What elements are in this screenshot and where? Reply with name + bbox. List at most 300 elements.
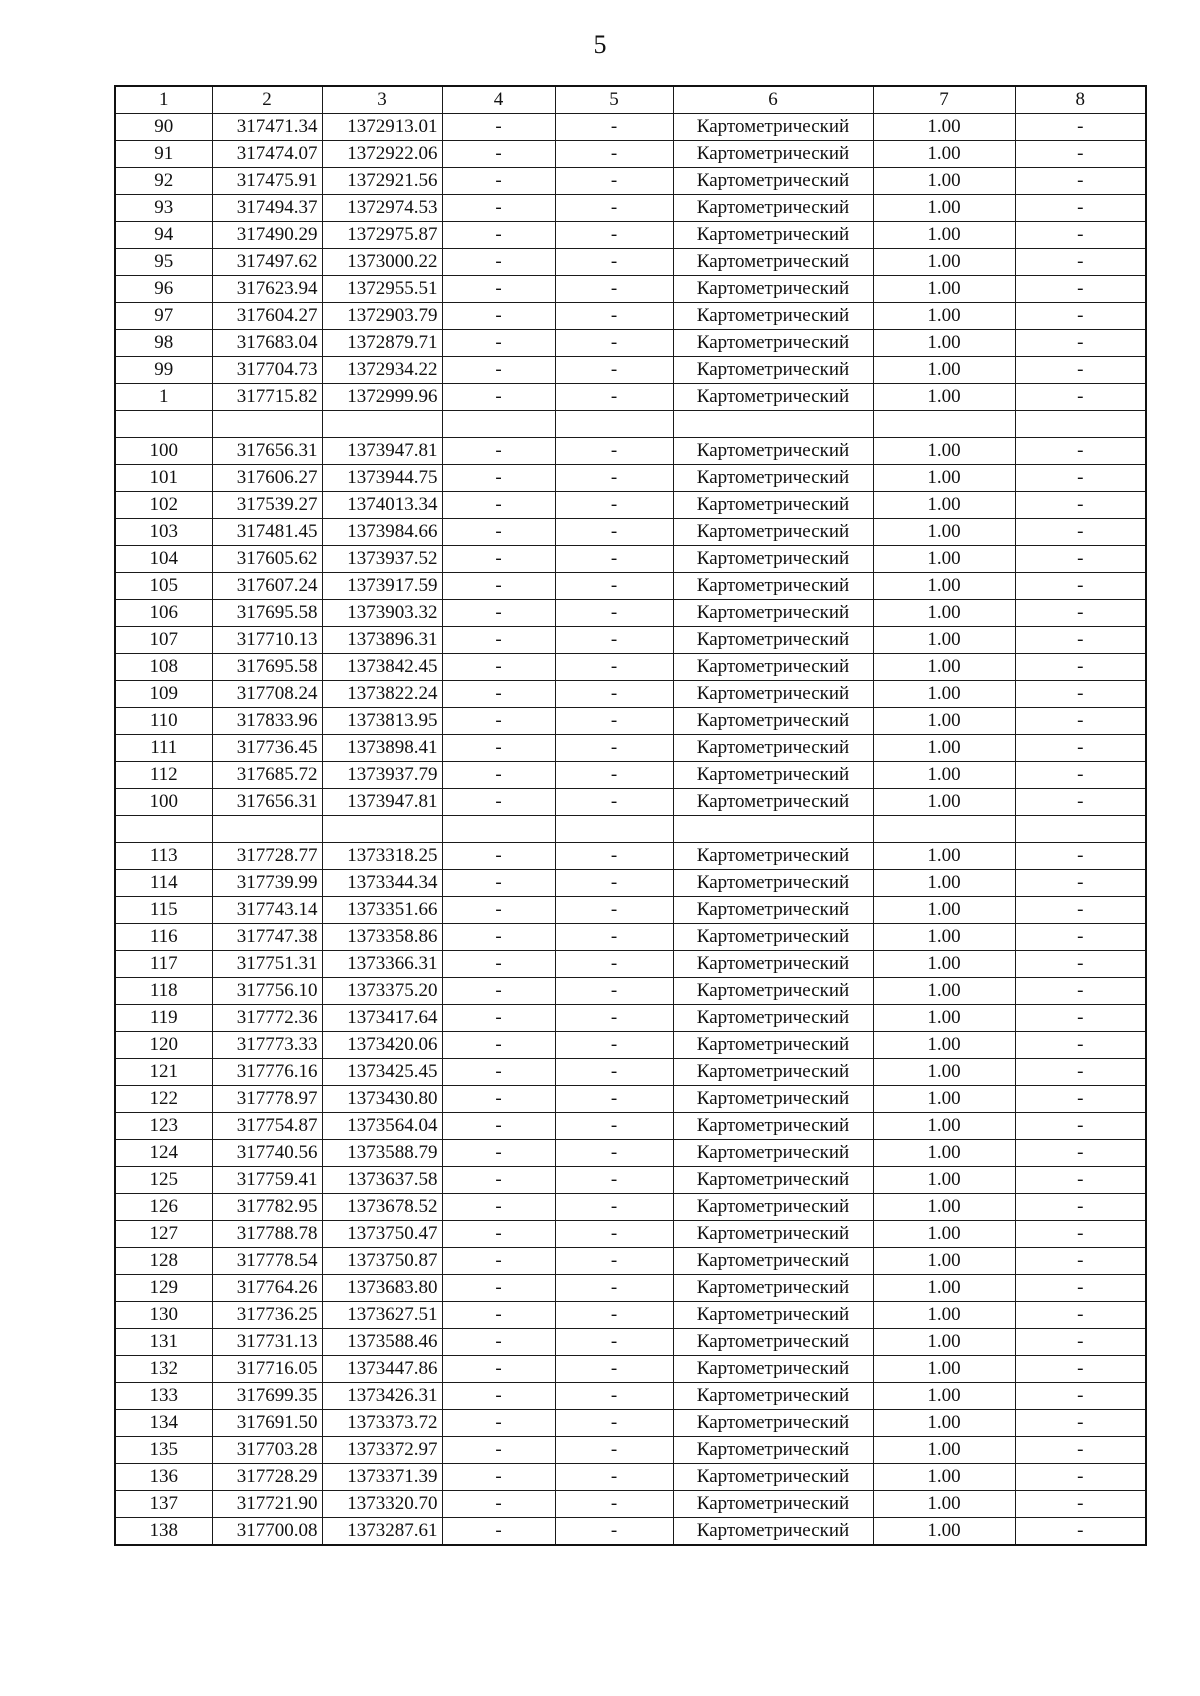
method-cell: Картометрический (673, 357, 873, 384)
y-coordinate-cell: 1373637.58 (322, 1167, 442, 1194)
method-cell: Картометрический (673, 1248, 873, 1275)
column-5-cell: - (555, 789, 673, 816)
accuracy-cell: 1.00 (873, 114, 1015, 141)
column-4-cell: - (442, 330, 555, 357)
column-8-cell: - (1015, 276, 1146, 303)
column-header-2: 2 (212, 86, 322, 114)
method-cell: Картометрический (673, 951, 873, 978)
column-5-cell: - (555, 1356, 673, 1383)
y-coordinate-cell: 1373344.34 (322, 870, 442, 897)
point-number-cell: 111 (115, 735, 212, 762)
method-cell: Картометрический (673, 1518, 873, 1546)
column-5-cell: - (555, 438, 673, 465)
accuracy-cell: 1.00 (873, 330, 1015, 357)
method-cell: Картометрический (673, 627, 873, 654)
column-4-cell: - (442, 1275, 555, 1302)
table-row (115, 600, 1146, 627)
table-row (115, 1518, 1146, 1546)
column-8-cell: - (1015, 384, 1146, 411)
accuracy-cell: 1.00 (873, 1194, 1015, 1221)
y-coordinate-cell: 1373842.45 (322, 654, 442, 681)
table-row (115, 168, 1146, 195)
point-number-cell: 116 (115, 924, 212, 951)
column-4-cell: - (442, 384, 555, 411)
point-number-cell: 119 (115, 1005, 212, 1032)
method-cell: Картометрический (673, 330, 873, 357)
point-number-cell: 110 (115, 708, 212, 735)
table-row (115, 222, 1146, 249)
column-5-cell: - (555, 546, 673, 573)
point-number-cell: 124 (115, 1140, 212, 1167)
column-4-cell: - (442, 1491, 555, 1518)
method-cell: Картометрический (673, 1221, 873, 1248)
page-number: 5 (593, 30, 607, 59)
column-8-cell: - (1015, 168, 1146, 195)
column-8-cell: - (1015, 303, 1146, 330)
column-5-cell: - (555, 249, 673, 276)
method-cell: Картометрический (673, 762, 873, 789)
y-coordinate-cell: 1373426.31 (322, 1383, 442, 1410)
y-coordinate-cell (322, 411, 442, 438)
column-4-cell (442, 816, 555, 843)
column-5-cell: - (555, 1032, 673, 1059)
method-cell: Картометрический (673, 708, 873, 735)
table-row (115, 1437, 1146, 1464)
table-row (115, 1356, 1146, 1383)
table-row (115, 1086, 1146, 1113)
y-coordinate-cell: 1373678.52 (322, 1194, 442, 1221)
column-4-cell: - (442, 627, 555, 654)
column-4-cell: - (442, 546, 555, 573)
point-number-cell: 101 (115, 465, 212, 492)
column-5-cell: - (555, 1005, 673, 1032)
column-5-cell: - (555, 1410, 673, 1437)
x-coordinate-cell: 317604.27 (212, 303, 322, 330)
accuracy-cell: 1.00 (873, 195, 1015, 222)
column-4-cell: - (442, 789, 555, 816)
point-number-cell: 103 (115, 519, 212, 546)
point-number-cell: 99 (115, 357, 212, 384)
column-5-cell: - (555, 1275, 673, 1302)
point-number-cell: 126 (115, 1194, 212, 1221)
column-5-cell: - (555, 978, 673, 1005)
accuracy-cell: 1.00 (873, 789, 1015, 816)
y-coordinate-cell: 1373937.79 (322, 762, 442, 789)
point-number-cell: 94 (115, 222, 212, 249)
accuracy-cell: 1.00 (873, 141, 1015, 168)
column-5-cell: - (555, 1383, 673, 1410)
accuracy-cell: 1.00 (873, 573, 1015, 600)
column-5-cell: - (555, 1167, 673, 1194)
column-5-cell: - (555, 1194, 673, 1221)
x-coordinate-cell: 317773.33 (212, 1032, 322, 1059)
x-coordinate-cell: 317778.54 (212, 1248, 322, 1275)
accuracy-cell: 1.00 (873, 681, 1015, 708)
y-coordinate-cell: 1373896.31 (322, 627, 442, 654)
x-coordinate-cell: 317683.04 (212, 330, 322, 357)
y-coordinate-cell: 1373984.66 (322, 519, 442, 546)
table-row (115, 276, 1146, 303)
accuracy-cell: 1.00 (873, 303, 1015, 330)
point-number-cell: 127 (115, 1221, 212, 1248)
table-row (115, 1464, 1146, 1491)
table-row (115, 249, 1146, 276)
column-4-cell: - (442, 735, 555, 762)
table-row (115, 654, 1146, 681)
x-coordinate-cell: 317685.72 (212, 762, 322, 789)
x-coordinate-cell: 317736.45 (212, 735, 322, 762)
point-number-cell: 107 (115, 627, 212, 654)
column-4-cell: - (442, 600, 555, 627)
point-number-cell: 122 (115, 1086, 212, 1113)
point-number-cell: 91 (115, 141, 212, 168)
y-coordinate-cell: 1373417.64 (322, 1005, 442, 1032)
x-coordinate-cell: 317474.07 (212, 141, 322, 168)
method-cell: Картометрический (673, 1437, 873, 1464)
y-coordinate-cell: 1373366.31 (322, 951, 442, 978)
column-8-cell: - (1015, 1437, 1146, 1464)
method-cell: Картометрический (673, 249, 873, 276)
column-4-cell: - (442, 1437, 555, 1464)
y-coordinate-cell: 1373287.61 (322, 1518, 442, 1546)
table-row (115, 1275, 1146, 1302)
point-number-cell: 134 (115, 1410, 212, 1437)
column-8-cell: - (1015, 1005, 1146, 1032)
column-8-cell: - (1015, 708, 1146, 735)
method-cell: Картометрический (673, 276, 873, 303)
method-cell: Картометрический (673, 1167, 873, 1194)
x-coordinate-cell: 317605.62 (212, 546, 322, 573)
column-8-cell: - (1015, 519, 1146, 546)
method-cell: Картометрический (673, 1491, 873, 1518)
method-cell: Картометрический (673, 735, 873, 762)
x-coordinate-cell: 317833.96 (212, 708, 322, 735)
column-4-cell: - (442, 1248, 555, 1275)
column-header-6: 6 (673, 86, 873, 114)
x-coordinate-cell: 317751.31 (212, 951, 322, 978)
accuracy-cell: 1.00 (873, 1140, 1015, 1167)
point-number-cell: 106 (115, 600, 212, 627)
column-4-cell: - (442, 222, 555, 249)
y-coordinate-cell: 1373373.72 (322, 1410, 442, 1437)
y-coordinate-cell: 1372922.06 (322, 141, 442, 168)
y-coordinate-cell: 1373430.80 (322, 1086, 442, 1113)
method-cell: Картометрический (673, 1356, 873, 1383)
point-number-cell (115, 816, 212, 843)
method-cell: Картометрический (673, 1005, 873, 1032)
accuracy-cell: 1.00 (873, 438, 1015, 465)
table-row (115, 195, 1146, 222)
method-cell: Картометрический (673, 195, 873, 222)
accuracy-cell: 1.00 (873, 276, 1015, 303)
y-coordinate-cell: 1373813.95 (322, 708, 442, 735)
point-number-cell: 117 (115, 951, 212, 978)
column-8-cell: - (1015, 249, 1146, 276)
accuracy-cell: 1.00 (873, 1059, 1015, 1086)
column-4-cell: - (442, 1518, 555, 1546)
accuracy-cell: 1.00 (873, 843, 1015, 870)
table-row (115, 1221, 1146, 1248)
table-row (115, 708, 1146, 735)
point-number-cell: 120 (115, 1032, 212, 1059)
y-coordinate-cell: 1373750.87 (322, 1248, 442, 1275)
column-8-cell: - (1015, 627, 1146, 654)
column-8-cell (1015, 411, 1146, 438)
x-coordinate-cell: 317747.38 (212, 924, 322, 951)
point-number-cell: 133 (115, 1383, 212, 1410)
table-row (115, 897, 1146, 924)
column-8-cell: - (1015, 1464, 1146, 1491)
y-coordinate-cell: 1372934.22 (322, 357, 442, 384)
method-cell: Картометрический (673, 924, 873, 951)
accuracy-cell: 1.00 (873, 357, 1015, 384)
column-8-cell: - (1015, 1113, 1146, 1140)
x-coordinate-cell: 317728.29 (212, 1464, 322, 1491)
accuracy-cell: 1.00 (873, 762, 1015, 789)
point-number-cell: 123 (115, 1113, 212, 1140)
column-8-cell: - (1015, 1518, 1146, 1546)
point-number-cell: 131 (115, 1329, 212, 1356)
column-5-cell: - (555, 1464, 673, 1491)
method-cell: Картометрический (673, 789, 873, 816)
method-cell: Картометрический (673, 1383, 873, 1410)
y-coordinate-cell: 1373000.22 (322, 249, 442, 276)
column-5-cell: - (555, 627, 673, 654)
column-8-cell: - (1015, 762, 1146, 789)
column-5-cell: - (555, 1302, 673, 1329)
point-number-cell: 90 (115, 114, 212, 141)
accuracy-cell: 1.00 (873, 1221, 1015, 1248)
accuracy-cell: 1.00 (873, 1248, 1015, 1275)
column-8-cell: - (1015, 222, 1146, 249)
column-4-cell: - (442, 1113, 555, 1140)
method-cell: Картометрический (673, 492, 873, 519)
y-coordinate-cell: 1373375.20 (322, 978, 442, 1005)
column-8-cell (1015, 816, 1146, 843)
point-number-cell: 92 (115, 168, 212, 195)
table-row (115, 789, 1146, 816)
column-4-cell: - (442, 1005, 555, 1032)
table-row (115, 1194, 1146, 1221)
x-coordinate-cell (212, 816, 322, 843)
column-4-cell: - (442, 1383, 555, 1410)
table-row (115, 870, 1146, 897)
column-4-cell: - (442, 1140, 555, 1167)
column-4-cell: - (442, 1356, 555, 1383)
column-5-cell: - (555, 1437, 673, 1464)
column-8-cell: - (1015, 897, 1146, 924)
y-coordinate-cell: 1373903.32 (322, 600, 442, 627)
accuracy-cell: 1.00 (873, 870, 1015, 897)
column-5-cell: - (555, 843, 673, 870)
column-8-cell: - (1015, 843, 1146, 870)
table-row (115, 492, 1146, 519)
table-body (115, 86, 1146, 1545)
table-row (115, 357, 1146, 384)
table-row (115, 573, 1146, 600)
x-coordinate-cell: 317695.58 (212, 600, 322, 627)
table-row (115, 1383, 1146, 1410)
x-coordinate-cell: 317721.90 (212, 1491, 322, 1518)
point-number-cell: 1 (115, 384, 212, 411)
x-coordinate-cell: 317743.14 (212, 897, 322, 924)
column-5-cell: - (555, 384, 673, 411)
accuracy-cell: 1.00 (873, 735, 1015, 762)
x-coordinate-cell: 317699.35 (212, 1383, 322, 1410)
column-header-7: 7 (873, 86, 1015, 114)
x-coordinate-cell: 317728.77 (212, 843, 322, 870)
point-number-cell: 125 (115, 1167, 212, 1194)
column-5-cell: - (555, 303, 673, 330)
column-8-cell: - (1015, 330, 1146, 357)
y-coordinate-cell: 1373351.66 (322, 897, 442, 924)
x-coordinate-cell: 317716.05 (212, 1356, 322, 1383)
method-cell: Картометрический (673, 1032, 873, 1059)
column-4-cell: - (442, 465, 555, 492)
column-8-cell: - (1015, 951, 1146, 978)
point-number-cell: 118 (115, 978, 212, 1005)
x-coordinate-cell: 317736.25 (212, 1302, 322, 1329)
accuracy-cell: 1.00 (873, 1167, 1015, 1194)
point-number-cell: 138 (115, 1518, 212, 1546)
column-8-cell: - (1015, 141, 1146, 168)
x-coordinate-cell: 317776.16 (212, 1059, 322, 1086)
column-5-cell: - (555, 1059, 673, 1086)
accuracy-cell: 1.00 (873, 1356, 1015, 1383)
y-coordinate-cell: 1373947.81 (322, 438, 442, 465)
column-4-cell: - (442, 357, 555, 384)
table-row (115, 465, 1146, 492)
column-5-cell: - (555, 1329, 673, 1356)
x-coordinate-cell: 317481.45 (212, 519, 322, 546)
y-coordinate-cell: 1373937.52 (322, 546, 442, 573)
column-4-cell: - (442, 1329, 555, 1356)
method-cell: Картометрический (673, 978, 873, 1005)
column-4-cell: - (442, 438, 555, 465)
column-8-cell: - (1015, 789, 1146, 816)
column-8-cell: - (1015, 1086, 1146, 1113)
column-5-cell: - (555, 222, 673, 249)
column-8-cell: - (1015, 1194, 1146, 1221)
column-8-cell: - (1015, 1491, 1146, 1518)
x-coordinate-cell: 317731.13 (212, 1329, 322, 1356)
point-number-cell: 96 (115, 276, 212, 303)
accuracy-cell: 1.00 (873, 1383, 1015, 1410)
table-row (115, 1059, 1146, 1086)
y-coordinate-cell: 1373320.70 (322, 1491, 442, 1518)
x-coordinate-cell: 317539.27 (212, 492, 322, 519)
column-8-cell: - (1015, 1248, 1146, 1275)
column-5-cell: - (555, 114, 673, 141)
y-coordinate-cell: 1373318.25 (322, 843, 442, 870)
column-8-cell: - (1015, 1356, 1146, 1383)
accuracy-cell: 1.00 (873, 1005, 1015, 1032)
accuracy-cell: 1.00 (873, 924, 1015, 951)
column-4-cell: - (442, 519, 555, 546)
y-coordinate-cell: 1373425.45 (322, 1059, 442, 1086)
column-header-4: 4 (442, 86, 555, 114)
x-coordinate-cell: 317778.97 (212, 1086, 322, 1113)
column-5-cell: - (555, 870, 673, 897)
x-coordinate-cell: 317700.08 (212, 1518, 322, 1546)
point-number-cell: 136 (115, 1464, 212, 1491)
method-cell: Картометрический (673, 384, 873, 411)
column-header-8: 8 (1015, 86, 1146, 114)
accuracy-cell (873, 411, 1015, 438)
column-4-cell: - (442, 249, 555, 276)
column-4-cell: - (442, 681, 555, 708)
table-row (115, 1410, 1146, 1437)
point-number-cell: 128 (115, 1248, 212, 1275)
point-number-cell: 100 (115, 789, 212, 816)
accuracy-cell: 1.00 (873, 600, 1015, 627)
column-8-cell: - (1015, 1167, 1146, 1194)
accuracy-cell: 1.00 (873, 1410, 1015, 1437)
table-row (115, 438, 1146, 465)
point-number-cell: 114 (115, 870, 212, 897)
table-row (115, 519, 1146, 546)
x-coordinate-cell: 317759.41 (212, 1167, 322, 1194)
accuracy-cell: 1.00 (873, 1086, 1015, 1113)
table-row (115, 1329, 1146, 1356)
accuracy-cell: 1.00 (873, 168, 1015, 195)
table-row (115, 1005, 1146, 1032)
table-row (115, 951, 1146, 978)
y-coordinate-cell: 1373372.97 (322, 1437, 442, 1464)
accuracy-cell: 1.00 (873, 654, 1015, 681)
point-number-cell: 130 (115, 1302, 212, 1329)
column-8-cell: - (1015, 195, 1146, 222)
accuracy-cell: 1.00 (873, 1275, 1015, 1302)
column-4-cell: - (442, 1221, 555, 1248)
y-coordinate-cell: 1373944.75 (322, 465, 442, 492)
point-number-cell: 129 (115, 1275, 212, 1302)
column-5-cell: - (555, 1491, 673, 1518)
column-4-cell: - (442, 141, 555, 168)
y-coordinate-cell: 1373917.59 (322, 573, 442, 600)
y-coordinate-cell: 1373564.04 (322, 1113, 442, 1140)
method-cell: Картометрический (673, 1086, 873, 1113)
method-cell: Картометрический (673, 1113, 873, 1140)
table-row (115, 1248, 1146, 1275)
column-8-cell: - (1015, 438, 1146, 465)
y-coordinate-cell (322, 816, 442, 843)
column-4-cell: - (442, 195, 555, 222)
x-coordinate-cell: 317754.87 (212, 1113, 322, 1140)
x-coordinate-cell: 317494.37 (212, 195, 322, 222)
method-cell: Картометрический (673, 168, 873, 195)
column-8-cell: - (1015, 1032, 1146, 1059)
accuracy-cell: 1.00 (873, 1302, 1015, 1329)
accuracy-cell: 1.00 (873, 222, 1015, 249)
column-8-cell: - (1015, 978, 1146, 1005)
table-row (115, 1302, 1146, 1329)
separator-row (115, 816, 1146, 843)
method-cell: Картометрический (673, 1194, 873, 1221)
accuracy-cell: 1.00 (873, 384, 1015, 411)
table-row (115, 1140, 1146, 1167)
column-5-cell: - (555, 1086, 673, 1113)
column-5-cell: - (555, 654, 673, 681)
column-8-cell: - (1015, 573, 1146, 600)
method-cell (673, 411, 873, 438)
column-5-cell: - (555, 1140, 673, 1167)
column-4-cell: - (442, 276, 555, 303)
point-number-cell: 95 (115, 249, 212, 276)
method-cell (673, 816, 873, 843)
method-cell: Картометрический (673, 654, 873, 681)
accuracy-cell: 1.00 (873, 627, 1015, 654)
